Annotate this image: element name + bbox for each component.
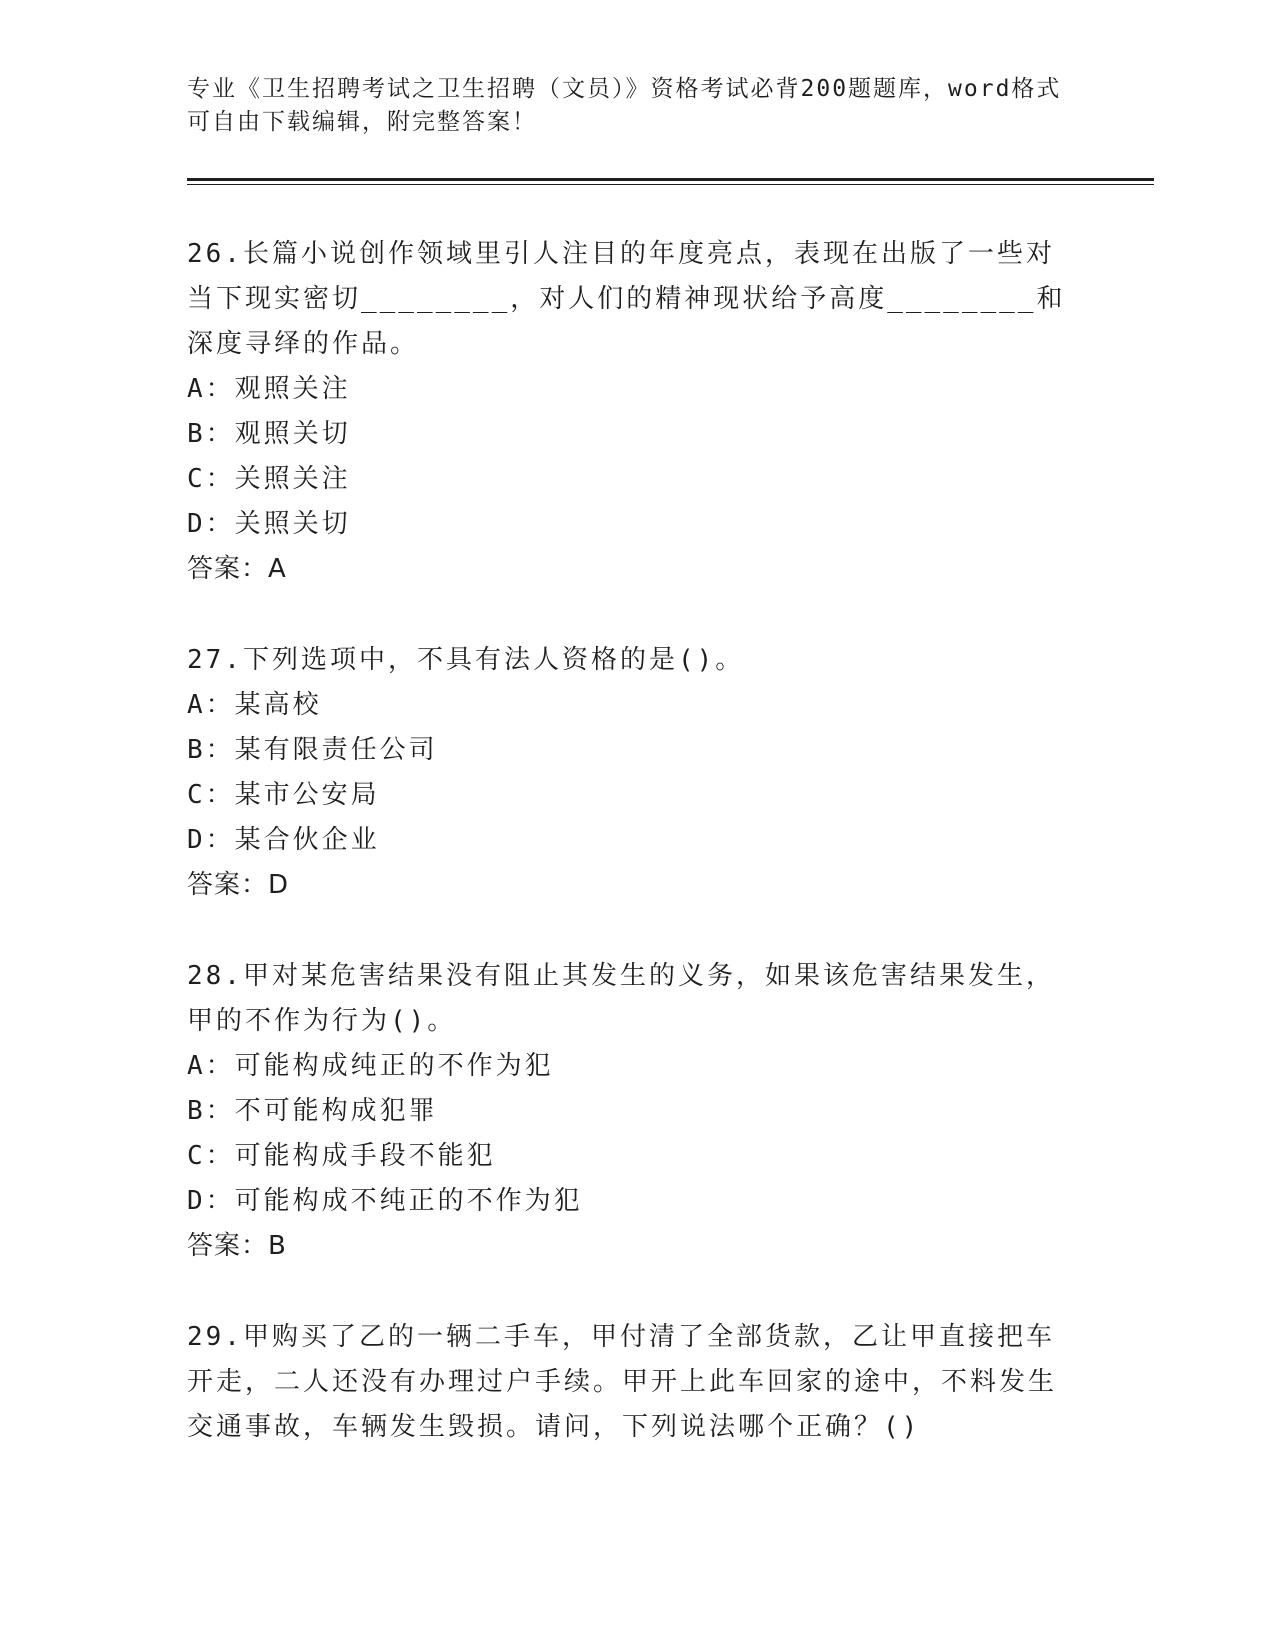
question-27 — [187, 638, 1077, 908]
question-list — [187, 232, 1077, 1496]
answer-text: 答案：B — [187, 1231, 287, 1261]
question-26 — [187, 232, 1077, 592]
question-29 — [187, 1315, 1077, 1450]
option-a: A：可能构成纯正的不作为犯 — [187, 1051, 554, 1081]
question-stem: 28.甲对某危害结果没有阻止其发生的义务，如果该危害结果发生，甲的不作为行为()。 — [187, 961, 1055, 1036]
option-b: B：某有限责任公司 — [187, 735, 438, 765]
header-divider-thick — [187, 178, 1154, 181]
question-stem: 26.长篇小说创作领域里引人注目的年度亮点，表现在出版了一些对当下现实密切________，对人们的精神现状给予高度________和深度寻绎的作品。 — [187, 239, 1066, 359]
question-stem: 29.甲购买了乙的一辆二手车，甲付清了全部货款，乙让甲直接把车开走，二人还没有办理过户手续。甲开上此车回家的途中，不料发生交通事故，车辆发生毁损。请问，下列说法哪个正确？() — [187, 1322, 1058, 1442]
question-stem: 27.下列选项中，不具有法人资格的是()。 — [187, 645, 745, 675]
document-header — [187, 73, 1067, 139]
option-c: C：关照关注 — [187, 464, 351, 494]
question-28 — [187, 954, 1077, 1269]
option-a: A：某高校 — [187, 690, 322, 720]
option-b: B：不可能构成犯罪 — [187, 1096, 438, 1126]
option-d: D：关照关切 — [187, 509, 351, 539]
answer-text: 答案：A — [187, 554, 287, 584]
option-a: A：观照关注 — [187, 374, 351, 404]
header-divider-thin — [187, 184, 1154, 185]
answer-text: 答案：D — [187, 870, 290, 900]
header-title-line-2: 可自由下载编辑，附完整答案！ — [187, 109, 537, 135]
header-title-line-1: 专业《卫生招聘考试之卫生招聘（文员）》资格考试必背200题题库，word格式 — [187, 76, 1062, 102]
option-b: B：观照关切 — [187, 419, 351, 449]
option-d: D：可能构成不纯正的不作为犯 — [187, 1186, 583, 1216]
option-c: C：某市公安局 — [187, 780, 380, 810]
option-d: D：某合伙企业 — [187, 825, 380, 855]
option-c: C：可能构成手段不能犯 — [187, 1141, 496, 1171]
